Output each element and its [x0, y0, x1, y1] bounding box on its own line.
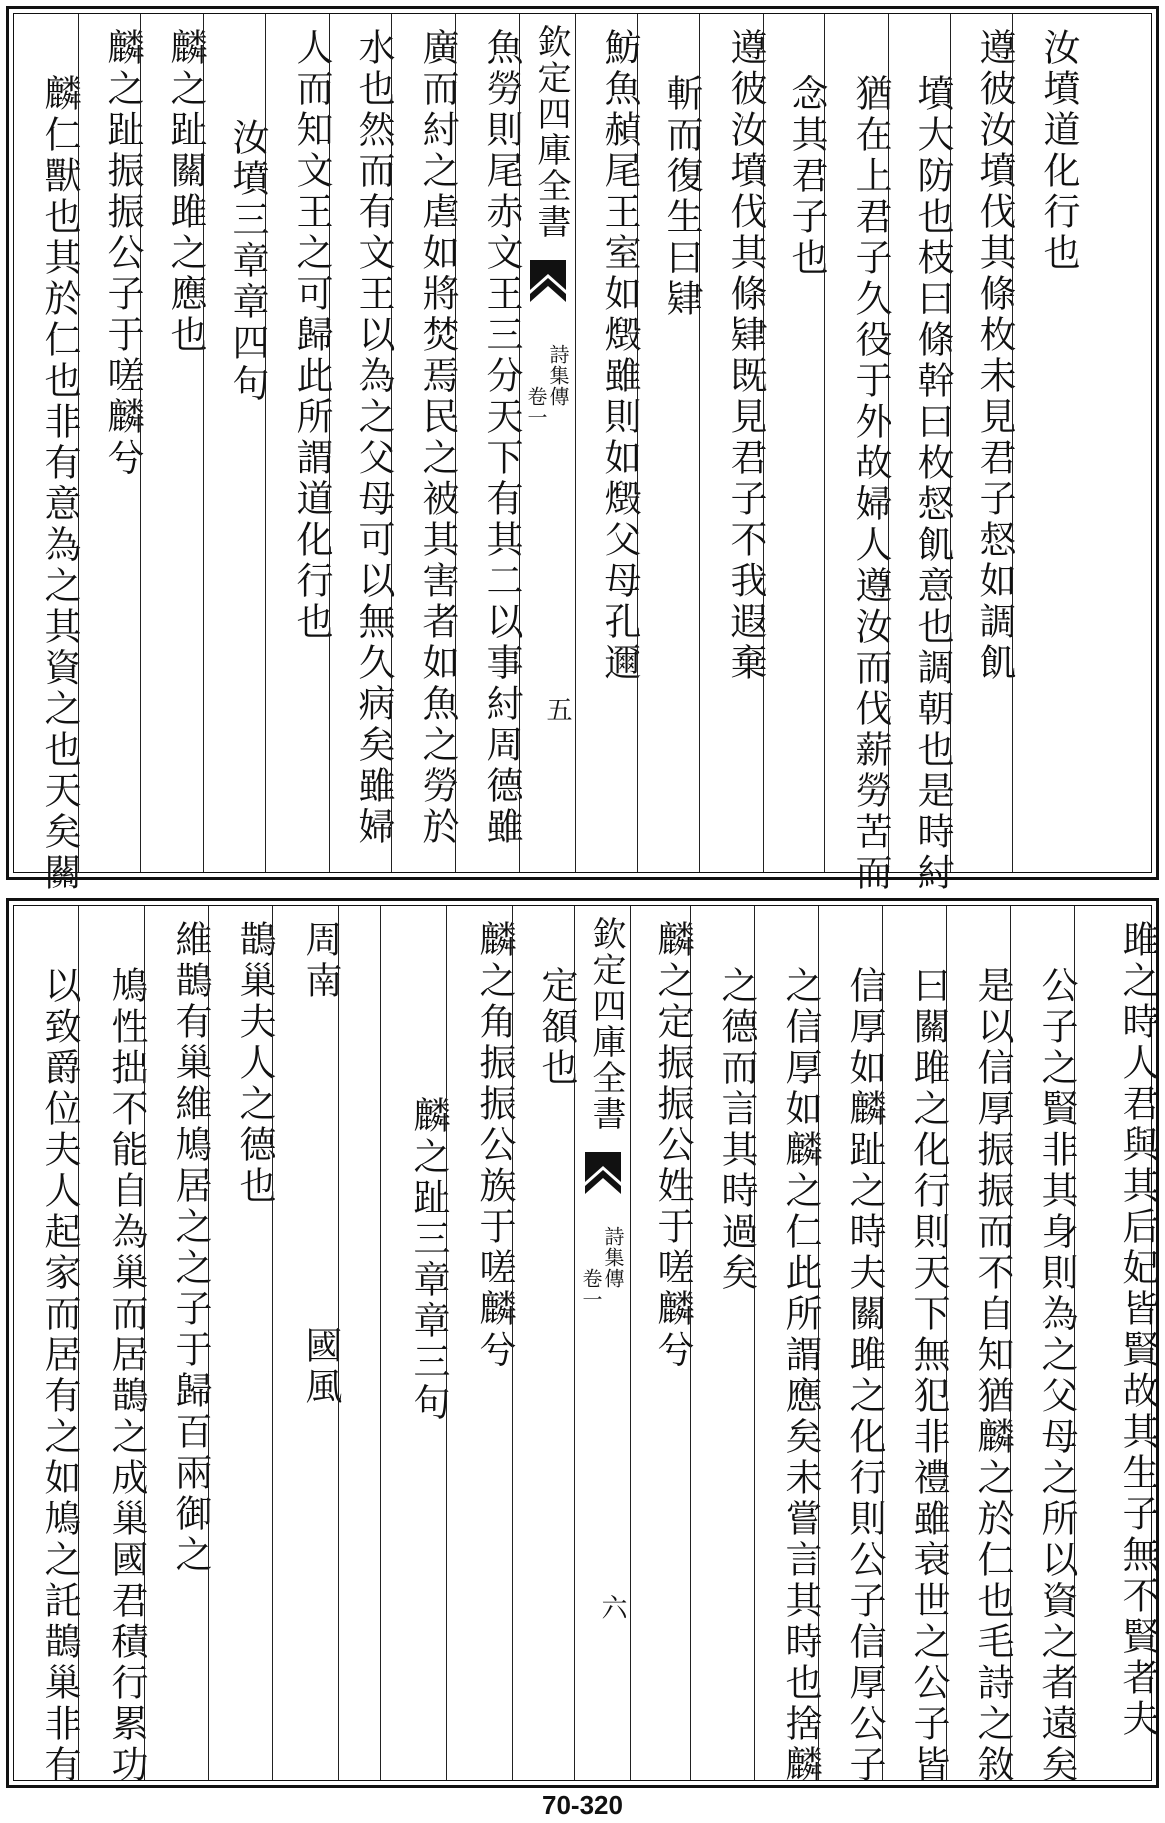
text-column	[78, 906, 148, 1786]
column-text: 曰關雎之化行則天下無犯非禮雖衰世之公子皆	[907, 966, 950, 1786]
column-text: 鵲巢夫人之德也	[233, 920, 276, 1207]
book-title: 詩集傳	[601, 1226, 625, 1289]
column-text: 麟仁獸也其於仁也非有意為之其資之也天矣關	[38, 74, 81, 894]
column-text: 念其君子也	[785, 74, 828, 279]
text-column	[690, 906, 758, 1780]
page-number: 六	[597, 1594, 627, 1620]
book-title: 詩集傳	[546, 344, 570, 407]
text-column	[824, 14, 892, 894]
text-column	[512, 906, 578, 1780]
bottom-page-panel	[6, 898, 1159, 1788]
column-text: 水也然而有文王以為之父母可以無久病矣雖婦	[352, 28, 395, 848]
text-column	[391, 14, 459, 872]
text-column	[763, 14, 828, 872]
column-text: 周南	[299, 920, 342, 1002]
blank-column	[338, 906, 381, 1780]
column-text: 定頟也	[535, 966, 578, 1089]
header-title: 欽定四庫全書	[531, 24, 571, 240]
column-text: 雎之時人君與其后妃皆賢故其生子無不賢者夫	[1116, 920, 1159, 1740]
column-text: 斬而復生曰肄	[660, 74, 703, 320]
center-margin	[519, 14, 576, 872]
column-text: 麟之趾關雎之應也	[164, 28, 207, 356]
fish-tail-mark-icon	[530, 260, 566, 302]
text-column	[1012, 14, 1156, 872]
text-column	[140, 14, 207, 872]
text-column	[754, 906, 822, 1786]
column-text: 以致爵位夫人起家而居有之如鳩之託鵲巢非有	[38, 966, 81, 1786]
volume-label: 卷一	[524, 386, 548, 428]
column-text: 墳大防也枝曰條幹曰枚惄飢意也調朝也是時紂	[911, 74, 954, 894]
text-column	[329, 14, 395, 872]
text-column	[630, 906, 694, 1780]
page-number: 五	[542, 696, 572, 722]
text-column	[455, 14, 523, 872]
column-text: 維鵲有巢維鳩居之之子于歸百兩御之	[169, 920, 212, 1576]
text-column	[78, 14, 144, 872]
column-text: 鳩性拙不能自為巢而居鵲之成巢國君積行累功	[105, 966, 148, 1786]
text-column	[14, 906, 81, 1786]
text-column	[265, 14, 333, 872]
text-column	[144, 906, 212, 1780]
column-text: 之德而言其時過矣	[715, 966, 758, 1294]
page-reference: 70-320	[542, 1790, 623, 1820]
volume-label: 卷一	[579, 1268, 603, 1310]
column-text: 麟之定振振公姓于嗟麟兮	[651, 920, 694, 1371]
column-text: 麟之趾振振公子于嗟麟兮	[101, 28, 144, 479]
text-column	[575, 14, 641, 872]
text-column	[208, 906, 276, 1780]
text-column	[14, 14, 81, 894]
text-column	[380, 906, 450, 1780]
text-column	[950, 14, 1016, 872]
column-text: 是以信厚振振而不自知猶麟之於仁也毛詩之敘	[971, 966, 1014, 1786]
column-text: 遵彼汝墳伐其條肄既見君子不我遐棄	[724, 28, 767, 684]
column-text: 汝墳三章章四句	[226, 118, 269, 405]
column-text: 國風	[299, 1326, 342, 1408]
column-text: 公子之賢非其身則為之父母之所以資之者遠矣	[1035, 966, 1078, 1786]
header-title: 欽定四庫全書	[586, 916, 626, 1132]
bottom-page-inner-border	[13, 905, 1159, 1786]
top-page-panel	[6, 6, 1159, 894]
text-column	[888, 14, 954, 894]
column-text: 麟之角振振公族于嗟麟兮	[473, 920, 516, 1371]
text-column	[699, 14, 767, 872]
text-column	[446, 906, 516, 1780]
column-text: 之信厚如麟之仁此所謂應矣未嘗言其時也捨麟	[779, 966, 822, 1786]
text-column	[203, 14, 269, 872]
column-text: 汝墳道化行也	[1037, 28, 1080, 274]
column-text: 廣而紂之虐如將焚焉民之被其害者如魚之勞於	[416, 28, 459, 848]
text-column	[882, 906, 950, 1786]
text-column	[946, 906, 1014, 1786]
column-text: 麟之趾三章章三句	[407, 1096, 450, 1424]
column-text: 魚勞則尾赤文王三分天下有其二以事紂周德雖	[480, 28, 523, 848]
center-margin	[574, 906, 631, 1780]
text-column	[1074, 906, 1159, 1780]
top-page-inner-border	[13, 13, 1152, 894]
text-column	[818, 906, 886, 1786]
column-text: 人而知文王之可歸此所謂道化行也	[290, 28, 333, 643]
text-column	[637, 14, 703, 872]
column-text: 猶在上君子久役于外故婦人遵汝而伐薪勞苦而	[849, 74, 892, 894]
text-column	[1010, 906, 1078, 1786]
text-column	[272, 906, 342, 1780]
column-text: 遵彼汝墳伐其條枚未見君子惄如調飢	[973, 28, 1016, 684]
column-text: 魴魚赬尾王室如燬雖則如燬父母孔邇	[598, 28, 641, 684]
fish-tail-mark-icon	[585, 1152, 621, 1194]
column-text: 信厚如麟趾之時夫關雎之化行則公子信厚公子	[843, 966, 886, 1786]
